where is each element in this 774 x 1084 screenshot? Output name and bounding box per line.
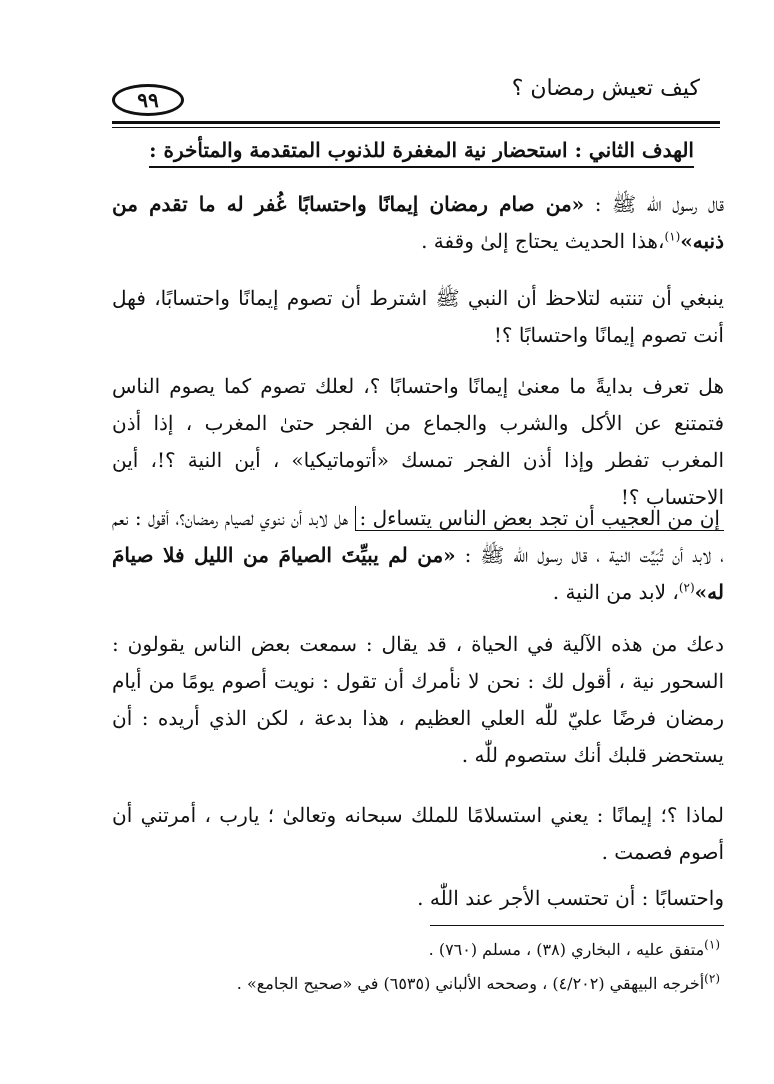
- footnote-1-text: متفق عليه ، البخاري (٣٨) ، مسلم (٧٦٠) .: [428, 940, 705, 959]
- p1-rest: ،هذا الحديث يحتاج إلىٰ وقفة .: [421, 229, 665, 253]
- footnote-2-mark: (٢): [704, 971, 720, 986]
- footnote-ref-2: (٢): [678, 580, 695, 595]
- hadith-quote-1: «من صام رمضان إيمانًا واحتسابًا غُفر له ما تقدم من ذنبه»: [112, 192, 724, 253]
- paragraph-2: ينبغي أن تنتبه لتلاحظ أن النبي ﷺ اشترط أن تصوم إيمانًا واحتسابًا، فهل أنت تصوم إيمانًا واحتسابًا ؟!: [112, 286, 724, 347]
- paragraph-5: دعك من هذه الآلية في الحياة ، قد يقال : سمعت بعض الناس يقولون : السحور نية ، أقول لك : نحن لا نأمرك أن تقول : نويت أصوم يومًا من أيام رمضان فرضًا عليّ للّٰه العلي العظيم ، هذا بدعة ، لكن الذي أريده : أن يستحضر قلبك أنك ستصوم للّٰه .: [112, 632, 724, 767]
- running-title: كيف تعيش رمضان ؟: [511, 76, 700, 101]
- footnote-1: [429, 938, 720, 962]
- header-rule: [112, 121, 720, 124]
- boxed-phrase: إن من العجيب أن تجد بعض الناس يتساءل :: [355, 506, 725, 531]
- footnote-rule: [430, 925, 724, 926]
- paragraph-3: هل تعرف بدايةً ما معنىٰ إيمانًا واحتسابًا ؟، لعلك تصوم كما يصوم الناس فتمتنع عن الأكل والشرب والجماع من الفجر حتىٰ المغرب ، إذا أذن المغرب تفطر وإذا أذن الفجر تمسك «أتوماتيكيا» ، أين النية ؟!، أين الاحتساب ؟!: [112, 374, 725, 509]
- footnote-2: [237, 972, 720, 996]
- hadith-quote-2: «من لم يبيِّتَ الصيامَ من الليل فلا صيامَ له»: [112, 543, 724, 604]
- section-heading: الهدف الثاني : استحضار نية المغفرة للذنوب المتقدمة والمتأخرة :: [149, 138, 694, 168]
- footnote-1-mark: (١): [704, 937, 720, 952]
- paragraph-7: واحتسابًا : أن تحتسب الأجر عند اللّٰه .: [417, 886, 724, 910]
- p4-rest: ، لابد من النية .: [552, 580, 679, 604]
- paragraph-4: [112, 500, 724, 611]
- p1-intro: قال رسول اللّٰه ﷺ :: [584, 192, 724, 216]
- footnote-ref-1: (١): [664, 229, 681, 244]
- p4-text: هل لابد أن ننوي لصيام رمضان؟، أقول : نعم ، لابد أن تُبَيِّت النية ، قال رسول اللّٰه ﷺ :: [112, 506, 724, 567]
- paragraph-6: لماذا ؟؛ إيمانًا : يعني استسلامًا للملك سبحانه وتعالىٰ ؛ يارب ، أمرتني أن أصوم فصمت .: [112, 803, 724, 864]
- header-rule-thin: [112, 127, 720, 128]
- page-number: ٩٩: [112, 84, 184, 116]
- paragraph-1: [112, 186, 724, 260]
- footnote-2-text: أخرجه البيهقي (٤/٢٠٢) ، وصححه الألباني (٦٥٣٥) في «صحيح الجامع» .: [236, 974, 705, 993]
